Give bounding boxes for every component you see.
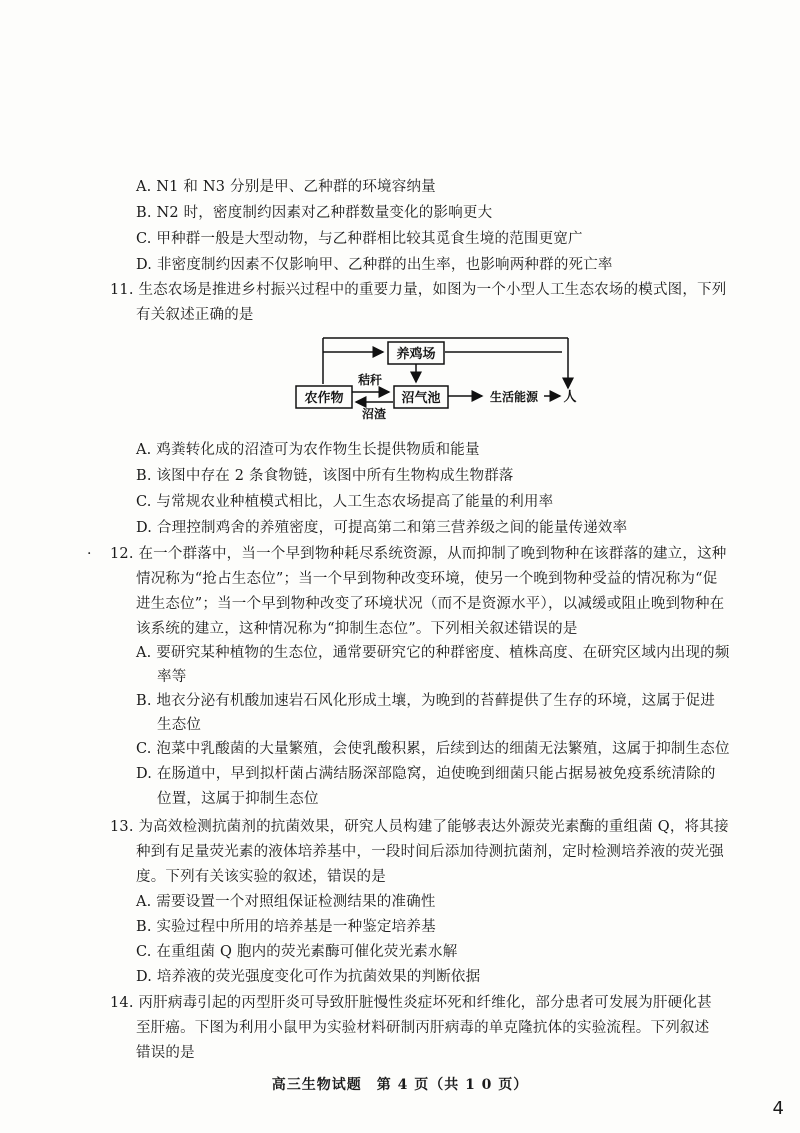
q12-stem-line-4: 该系统的建立，这种情况称为“抑制生态位”。下列相关叙述错误的是 bbox=[136, 621, 578, 637]
biogas-pool-label: 沼气池 bbox=[401, 391, 441, 406]
q12-option-d-line-2: 位置，这属于抑制生态位 bbox=[157, 791, 319, 807]
q11-option-c: C. 与常规农业种植模式相比，人工生态农场提高了能量的利用率 bbox=[136, 494, 554, 510]
q10-option-d: D. 非密度制约因素不仅影响甲、乙种群的出生率，也影响两种群的死亡率 bbox=[136, 257, 613, 273]
q12-stem-line-2: 情况称为“抢占生态位”；当一个早到物种改变环境，使另一个晚到物种受益的情况称为“促 bbox=[136, 571, 718, 587]
q11-option-b: B. 该图中存在 2 条食物链，该图中所有生物构成生物群落 bbox=[136, 468, 514, 484]
q12-option-a-line-1: A. 要研究某种植物的生态位，通常要研究它的种群密度、植株高度、在研究区域内出现的频 bbox=[136, 645, 730, 661]
q11-option-a: A. 鸡粪转化成的沼渣可为农作物生长提供物质和能量 bbox=[136, 442, 480, 458]
q14-stem-line-2: 至肝癌。下图为利用小鼠甲为实验材料研制丙肝病毒的单克隆抗体的实验流程。下列叙述 bbox=[136, 1020, 710, 1036]
q13-stem-line-3: 度。下列有关该实验的叙述，错误的是 bbox=[136, 869, 386, 885]
eco-farm-diagram bbox=[290, 332, 590, 422]
q12-stem-line-1: 12. 在一个群落中，当一个早到物种耗尽系统资源，从而抑制了晚到物种在该群落的建立，这种 bbox=[110, 546, 727, 562]
q12-option-c: C. 泡菜中乳酸菌的大量繁殖，会使乳酸积累，后续到达的细菌无法繁殖，这属于抑制生态位 bbox=[136, 741, 730, 757]
energy-label: 生活能源 bbox=[489, 390, 539, 404]
human-label: 人 bbox=[563, 390, 577, 405]
q14-stem-line-3: 错误的是 bbox=[136, 1045, 195, 1061]
q12-stem-line-3: 进生态位”；当一个早到物种改变了环境状况（而不是资源水平），以减缓或阻止晚到物种在 bbox=[136, 596, 725, 612]
q13-option-b: B. 实验过程中所用的培养基是一种鉴定培养基 bbox=[136, 919, 436, 935]
q12-option-a-line-2: 率等 bbox=[157, 669, 187, 685]
q11-option-d: D. 合理控制鸡舍的养殖密度，可提高第二和第三营养级之间的能量传递效率 bbox=[136, 520, 628, 536]
q13-option-d: D. 培养液的荧光强度变化可作为抗菌效果的判断依据 bbox=[136, 969, 481, 985]
q14-stem-line-1: 14. 丙肝病毒引起的丙型肝炎可导致肝脏慢性炎症坏死和纤维化，部分患者可发展为肝硬化甚 bbox=[110, 995, 712, 1011]
margin-dot: · bbox=[87, 546, 92, 562]
corner-page-number: 4 bbox=[772, 1098, 784, 1119]
q10-option-c: C. 甲种群一般是大型动物，与乙种群相比较其觅食生境的范围更宽广 bbox=[136, 231, 583, 247]
residue-label: 沼渣 bbox=[361, 407, 387, 421]
q10-option-a: A. N1 和 N3 分别是甲、乙种群的环境容纳量 bbox=[136, 179, 436, 195]
straw-label: 秸秆 bbox=[357, 373, 383, 387]
q13-option-c: C. 在重组菌 Q 胞内的荧光素酶可催化荧光素水解 bbox=[136, 944, 458, 960]
q12-option-b-line-1: B. 地衣分泌有机酸加速岩石风化形成土壤，为晚到的苔藓提供了生存的环境，这属于促进 bbox=[136, 693, 716, 709]
q12-option-d-line-1: D. 在肠道中，早到拟杆菌占满结肠深部隐窝，迫使晚到细菌只能占据易被免疫系统清除的 bbox=[136, 766, 716, 782]
q11-stem-line-1: 11. 生态农场是推进乡村振兴过程中的重要力量，如图为一个小型人工生态农场的模式图，下列 bbox=[110, 282, 727, 298]
q11-stem-line-2: 有关叙述正确的是 bbox=[136, 307, 254, 323]
q13-option-a: A. 需要设置一个对照组保证检测结果的准确性 bbox=[136, 894, 436, 910]
q13-stem-line-1: 13. 为高效检测抗菌剂的抗菌效果，研究人员构建了能够表达外源荧光素酶的重组菌 Q，将其接 bbox=[110, 819, 729, 835]
crops-label: 农作物 bbox=[304, 391, 344, 406]
chicken-farm-label: 养鸡场 bbox=[396, 347, 436, 362]
q13-stem-line-2: 种到有足量荧光素的液体培养基中，一段时间后添加待测抗菌剂，定时检测培养液的荧光强 bbox=[136, 844, 724, 860]
q10-option-b: B. N2 时，密度制约因素对乙种群数量变化的影响更大 bbox=[136, 205, 493, 221]
q12-option-b-line-2: 生态位 bbox=[157, 717, 202, 733]
page-footer: 高三生物试题 第 4 页（共 1 0 页） bbox=[271, 1077, 529, 1093]
